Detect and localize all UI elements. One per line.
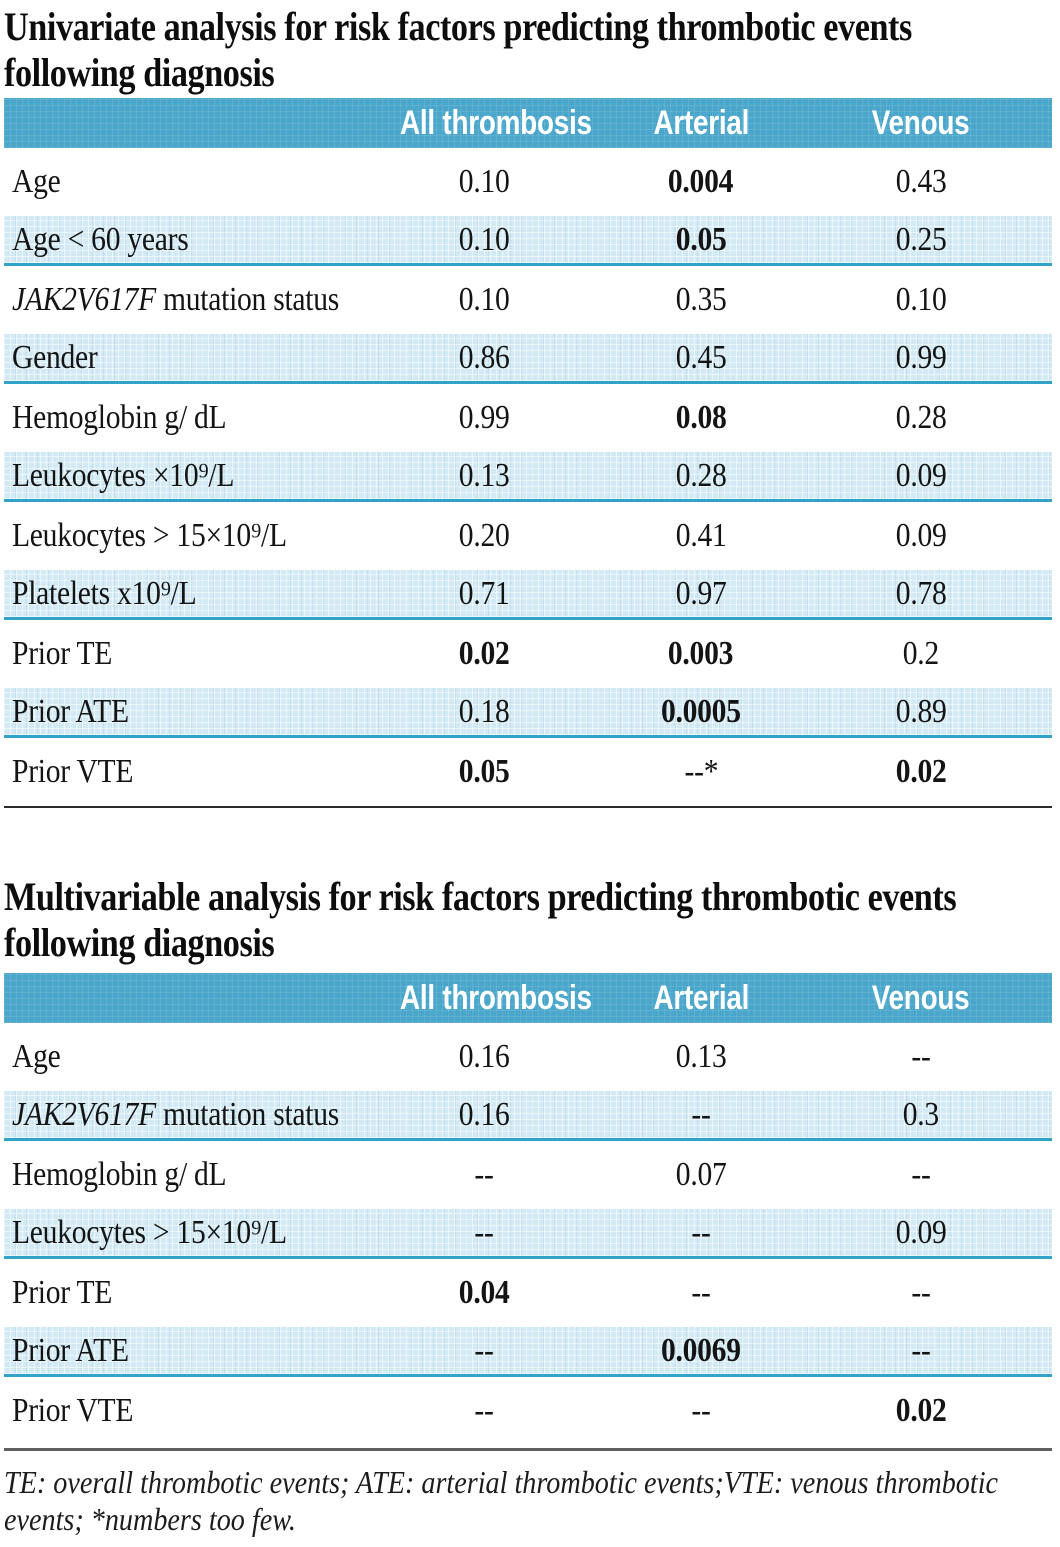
p-value-cell: 0.20 [459, 517, 510, 554]
p-value-cell: 0.09 [895, 1213, 947, 1251]
risk-factor-label: Leukocytes ×10⁹/L [12, 456, 235, 494]
risk-factor-label: Platelets x10⁹/L [12, 574, 197, 612]
title-line: Multivariable analysis for risk factors predicting thrombotic events [4, 874, 957, 919]
risk-factor-label: Age [12, 163, 61, 200]
risk-factor-label: Leukocytes > 15×10⁹/L [12, 517, 287, 554]
p-value-cell: --* [684, 753, 718, 790]
p-value-cell: 0.43 [895, 163, 947, 200]
p-value-cell: 0.16 [459, 1095, 510, 1133]
p-value-cell: 0.28 [895, 399, 947, 436]
table-row [4, 1259, 1052, 1327]
table-header-row [4, 973, 1052, 1023]
table-header-row [4, 98, 1052, 148]
univariate-table-title [4, 0, 1060, 96]
p-value-cell: 0.10 [895, 281, 947, 318]
table-row [4, 384, 1052, 452]
header-all-thrombosis: All thrombosis [400, 103, 592, 142]
risk-factor-label: JAK2V617F mutation status [12, 281, 340, 318]
p-value-cell: 0.35 [675, 281, 727, 318]
p-value-cell: -- [911, 1331, 931, 1369]
p-value-cell: 0.003 [668, 635, 734, 672]
p-value-cell: -- [691, 1392, 711, 1429]
p-value-cell: 0.04 [459, 1274, 510, 1311]
table-body [4, 1023, 1052, 1445]
p-value-cell: 0.86 [459, 338, 510, 376]
p-value-cell: 0.05 [459, 753, 510, 790]
header-all-thrombosis: All thrombosis [400, 978, 592, 1017]
p-value-cell: 0.10 [459, 281, 510, 318]
risk-factor-label: Prior ATE [12, 1331, 129, 1369]
risk-factor-label: Age < 60 years [12, 220, 189, 258]
table-row [4, 688, 1052, 738]
p-value-cell: 0.78 [895, 574, 947, 612]
p-value-cell: 0.07 [675, 1156, 727, 1193]
p-value-cell: 0.89 [895, 692, 947, 730]
header-venous: Venous [872, 978, 970, 1017]
table-row [4, 452, 1052, 502]
title-line: following diagnosis [4, 50, 275, 95]
risk-factor-label: JAK2V617F mutation status [12, 1095, 340, 1133]
p-value-cell: 0.18 [459, 692, 510, 730]
p-value-cell: 0.2 [902, 635, 940, 672]
table-body [4, 148, 1052, 806]
table-row [4, 738, 1052, 806]
table-row [4, 1209, 1052, 1259]
footnote-line: TE: overall thrombotic events; ATE: arterial thrombotic events;VTE: venous thrombotic [4, 1464, 999, 1500]
p-value-cell: -- [691, 1213, 711, 1251]
table-row [4, 1091, 1052, 1141]
p-value-cell: -- [474, 1156, 495, 1193]
risk-factor-label: Prior TE [12, 1274, 113, 1311]
table-row [4, 1023, 1052, 1091]
table-row [4, 266, 1052, 334]
risk-factor-label: Prior ATE [12, 692, 129, 730]
risk-factor-label: Prior TE [12, 635, 113, 672]
p-value-cell: 0.0005 [661, 692, 741, 730]
p-value-cell: 0.10 [459, 163, 510, 200]
p-value-cell: 0.99 [895, 338, 947, 376]
p-value-cell: 0.10 [459, 220, 510, 258]
p-value-cell: -- [474, 1392, 495, 1429]
p-value-cell: -- [474, 1331, 495, 1369]
table-row [4, 148, 1052, 216]
p-value-cell: -- [911, 1274, 931, 1311]
p-value-cell: 0.16 [459, 1038, 510, 1075]
risk-factor-label: Hemoglobin g/ dL [12, 399, 227, 436]
table-footnote [4, 1464, 1060, 1538]
p-value-cell: 0.09 [895, 456, 947, 494]
header-arterial: Arterial [653, 103, 749, 142]
p-value-cell: -- [911, 1156, 931, 1193]
p-value-cell: 0.97 [675, 574, 727, 612]
table-row [4, 1327, 1052, 1377]
p-value-cell: -- [691, 1095, 711, 1133]
p-value-cell: 0.13 [675, 1038, 727, 1075]
risk-factor-label: Prior VTE [12, 753, 134, 790]
table-row [4, 570, 1052, 620]
table-row [4, 1141, 1052, 1209]
multivariable-table [4, 973, 1052, 1445]
p-value-cell: 0.0069 [661, 1331, 741, 1369]
p-value-cell: 0.02 [895, 1392, 947, 1429]
risk-factor-label: Hemoglobin g/ dL [12, 1156, 227, 1193]
table-row [4, 502, 1052, 570]
risk-factor-label: Prior VTE [12, 1392, 134, 1429]
p-value-cell: 0.25 [895, 220, 947, 258]
univariate-table [4, 98, 1052, 806]
risk-factor-label: Gender [12, 338, 98, 376]
table-row [4, 1377, 1052, 1445]
p-value-cell: 0.004 [668, 163, 734, 200]
table-row [4, 334, 1052, 384]
p-value-cell: -- [691, 1274, 711, 1311]
table-end-rule [4, 806, 1052, 808]
p-value-cell: 0.28 [675, 456, 727, 494]
table-row [4, 216, 1052, 266]
header-venous: Venous [872, 103, 970, 142]
p-value-cell: 0.05 [675, 220, 727, 258]
title-line: Univariate analysis for risk factors predicting thrombotic events [4, 4, 912, 49]
p-value-cell: 0.02 [895, 753, 947, 790]
footnote-line: events; *numbers too few. [4, 1501, 296, 1537]
header-arterial: Arterial [653, 978, 749, 1017]
risk-factor-label: Leukocytes > 15×10⁹/L [12, 1213, 287, 1251]
risk-factor-label: Age [12, 1038, 61, 1075]
p-value-cell: 0.13 [459, 456, 510, 494]
p-value-cell: 0.09 [895, 517, 947, 554]
p-value-cell: -- [474, 1213, 495, 1251]
multivariable-table-title [4, 874, 1060, 966]
p-value-cell: 0.08 [675, 399, 727, 436]
p-value-cell: 0.02 [459, 635, 510, 672]
p-value-cell: -- [911, 1038, 931, 1075]
p-value-cell: 0.41 [675, 517, 727, 554]
p-value-cell: 0.3 [902, 1095, 940, 1133]
title-line: following diagnosis [4, 920, 275, 965]
table-row [4, 620, 1052, 688]
p-value-cell: 0.45 [675, 338, 727, 376]
p-value-cell: 0.99 [459, 399, 510, 436]
footnote-rule [4, 1448, 1052, 1451]
p-value-cell: 0.71 [459, 574, 510, 612]
